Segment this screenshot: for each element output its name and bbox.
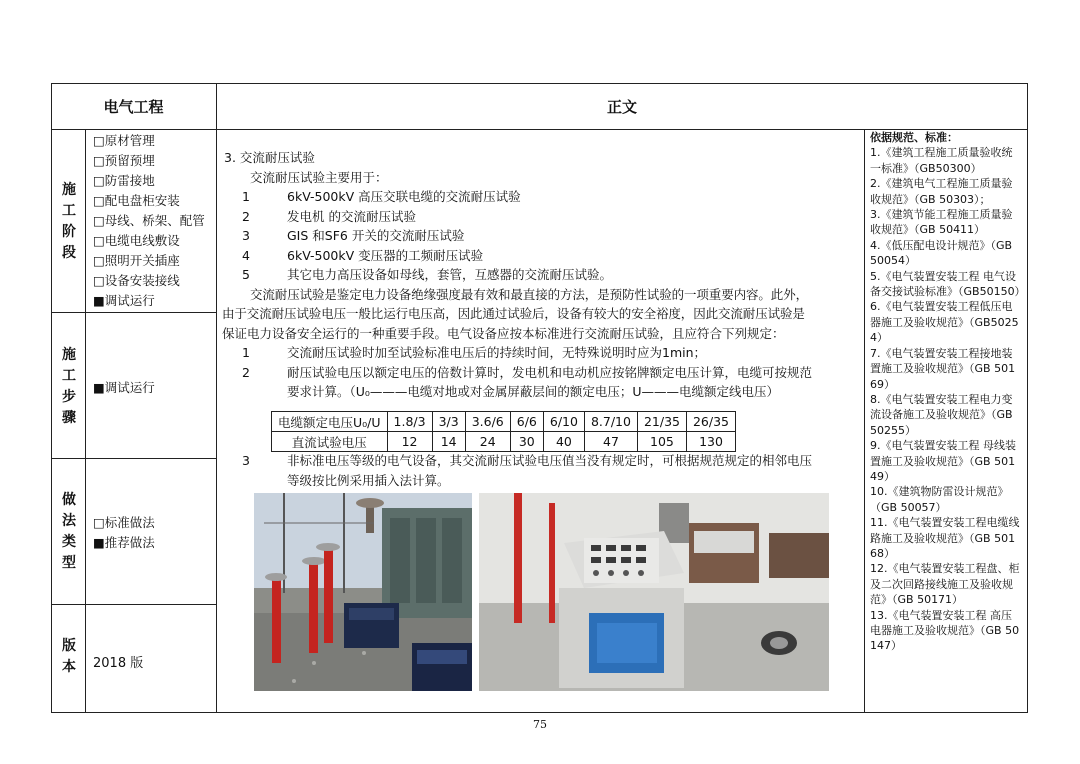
checklist-item: □照明开关插座 bbox=[93, 253, 180, 268]
checklist-item: □电缆电线敷设 bbox=[93, 233, 180, 248]
method-type-checklist bbox=[93, 513, 155, 553]
reference-item: 3.《建筑节能工程施工质量验收规范》（GB 50411） bbox=[870, 208, 1013, 237]
use-text: GIS 和SF6 开关的交流耐压试验 bbox=[287, 228, 465, 243]
table-cell: 47 bbox=[584, 432, 637, 452]
table-row bbox=[272, 412, 736, 432]
rule-item bbox=[222, 343, 862, 363]
reference-column-divider bbox=[864, 129, 865, 713]
reference-item: 6.《电气装置安装工程低压电器施工及验收规范》（GB50254） bbox=[870, 300, 1019, 345]
reference-item: 9.《电气装置安装工程 母线装置施工及验收规范》（GB 50149） bbox=[870, 439, 1016, 483]
table-cell: 26/35 bbox=[686, 412, 735, 432]
stage-char: 施 bbox=[62, 182, 76, 198]
table-header-cell: 电缆额定电压U₀/U bbox=[272, 412, 388, 432]
construction-step-item: ■调试运行 bbox=[93, 380, 155, 395]
checklist-item: □防雷接地 bbox=[93, 173, 155, 188]
reference-item: 11.《电气装置安装工程电缆线路施工及验收规范》（GB 50168） bbox=[870, 516, 1020, 560]
section-title: 3. 交流耐压试验 bbox=[224, 150, 315, 165]
checklist-item: □设备安装接线 bbox=[93, 273, 180, 288]
table-cell: 6/6 bbox=[510, 412, 543, 432]
paragraph-line: 由于交流耐压试验电压一般比运行电压高，因此通过试验后，设备有较大的安全裕度，因此交流耐压试验是 bbox=[222, 306, 805, 321]
use-text: 6kV-500kV 变压器的工频耐压试验 bbox=[287, 247, 484, 263]
table-row bbox=[272, 432, 736, 452]
use-text: 发电机 的交流耐压试验 bbox=[287, 208, 416, 224]
row-divider-1 bbox=[51, 312, 216, 313]
use-number: 5 bbox=[242, 267, 250, 282]
stage-char: 本 bbox=[62, 659, 76, 675]
checklist-item: ■调试运行 bbox=[93, 293, 155, 308]
main-header-title: 正文 bbox=[606, 98, 637, 116]
table-cell: 3.6/6 bbox=[465, 412, 510, 432]
stage-label-method-type bbox=[51, 490, 87, 574]
use-item bbox=[222, 265, 862, 285]
outdoor-test-photo-image bbox=[254, 493, 472, 691]
version-value: 2018 版 bbox=[93, 656, 144, 671]
table-cell: 6/10 bbox=[543, 412, 584, 432]
stage-char: 步 bbox=[62, 389, 76, 405]
checklist-item: □原材管理 bbox=[93, 133, 155, 148]
main-content bbox=[222, 148, 862, 402]
table-cell: 105 bbox=[637, 432, 686, 452]
table-cell: 1.8/3 bbox=[387, 412, 432, 432]
reference-item: 2.《建筑电气工程施工质量验收规范》（GB 50303）； bbox=[870, 177, 1013, 206]
reference-item: 8.《电气装置安装工程电力变流设备施工及验收规范》（GB 50255） bbox=[870, 392, 1013, 437]
rule-continuation: 等级按比例采用插入法计算。 bbox=[287, 472, 450, 488]
rule-number: 3 bbox=[242, 453, 250, 468]
use-text: 6kV-500kV 高压交联电缆的交流耐压试验 bbox=[287, 189, 521, 204]
rule-text: 交流耐压试验时加至试验标准电压后的持续时间，无特殊说明时应为1min； bbox=[287, 345, 707, 360]
reference-item: 12.《电气装置安装工程盘、柜及二次回路接线施工及验收规范》（GB 50171） bbox=[870, 562, 1020, 607]
stage-char: 骤 bbox=[62, 410, 76, 426]
left-column-divider bbox=[216, 83, 217, 713]
use-number: 3 bbox=[242, 228, 250, 243]
rule-number: 1 bbox=[242, 345, 250, 360]
paragraph-line: 交流耐压试验是鉴定电力设备绝缘强度最有效和最直接的方法，是预防性试验的一项重要内容。此外， bbox=[250, 286, 809, 302]
reference-item: 1.《建筑工程施工质量验收统一标准》（GB50300） bbox=[870, 146, 1013, 175]
reference-item: 7.《电气装置安装工程接地装置施工及验收规范》（GB 50169） bbox=[870, 346, 1016, 391]
references-list bbox=[870, 130, 1026, 654]
photo-outdoor-substation-test bbox=[254, 493, 472, 691]
stage-char: 施 bbox=[62, 347, 76, 363]
use-number: 2 bbox=[242, 208, 250, 224]
checklist-item: □配电盘柜安装 bbox=[93, 193, 180, 208]
use-text: 其它电力高压设备如母线，套管，互感器的交流耐压试验。 bbox=[287, 267, 613, 282]
use-item bbox=[222, 207, 862, 227]
page-number: 75 bbox=[533, 718, 547, 731]
stage-char: 做 bbox=[62, 492, 76, 508]
rule-3-block bbox=[222, 451, 862, 490]
table-cell: 30 bbox=[510, 432, 543, 452]
stage-label-construction-phase bbox=[51, 180, 87, 264]
checklist-item: ■推荐做法 bbox=[93, 535, 155, 550]
table-cell: 21/35 bbox=[637, 412, 686, 432]
voltage-table bbox=[271, 411, 736, 452]
photo-indoor-test-console bbox=[479, 493, 829, 691]
table-cell: 24 bbox=[465, 432, 510, 452]
stage-char: 法 bbox=[62, 513, 76, 529]
rule-text: 非标准电压等级的电气设备，其交流耐压试验电压值当没有规定时，可根据规范规定的相邻电压 bbox=[287, 453, 813, 468]
stage-char: 阶 bbox=[62, 224, 76, 240]
use-number: 4 bbox=[242, 247, 250, 263]
stage-char: 工 bbox=[62, 203, 76, 219]
rule-number: 2 bbox=[242, 364, 250, 380]
reference-item: 10.《建筑物防雷设计规范》（GB 50057） bbox=[870, 485, 1009, 514]
stage-label-construction-steps bbox=[51, 345, 87, 429]
indoor-test-photo-image bbox=[479, 493, 829, 691]
rule-continuation: 要求计算。（U₀———电缆对地或对金属屏蔽层间的额定电压；U———电缆额定线电压） bbox=[287, 384, 780, 399]
use-item bbox=[222, 246, 862, 266]
references-title: 依据规范、标准： bbox=[870, 131, 958, 144]
row-divider-2 bbox=[51, 458, 216, 459]
table-header-cell: 直流试验电压 bbox=[272, 432, 388, 452]
rule-text: 耐压试验电压以额定电压的倍数计算时，发电机和电动机应按铭牌额定电压计算，电缆可按规范 bbox=[287, 364, 813, 380]
checklist-item: □母线、桥架、配管 bbox=[93, 213, 205, 228]
stage-char: 版 bbox=[62, 638, 76, 654]
checklist-item: □预留预埋 bbox=[93, 153, 155, 168]
construction-phase-checklist bbox=[93, 131, 205, 311]
intro-text: 交流耐压试验主要用于： bbox=[250, 169, 388, 185]
row-divider-3 bbox=[51, 604, 216, 605]
rule-item bbox=[222, 363, 862, 383]
table-cell: 40 bbox=[543, 432, 584, 452]
checklist-item: □标准做法 bbox=[93, 515, 155, 530]
table-cell: 14 bbox=[432, 432, 465, 452]
paragraph-line: 保证电力设备安全运行的一种重要手段。电气设备应按本标准进行交流耐压试验，且应符合下列规定： bbox=[222, 325, 785, 341]
left-header-title: 电气工程 bbox=[103, 98, 164, 116]
use-item bbox=[222, 187, 862, 207]
stage-char: 型 bbox=[62, 555, 76, 571]
stage-char: 类 bbox=[62, 534, 76, 550]
reference-item: 5.《电气装置安装工程 电气设备交接试验标准》（GB50150） bbox=[870, 269, 1026, 299]
table-cell: 3/3 bbox=[432, 412, 465, 432]
stage-char: 工 bbox=[62, 368, 76, 384]
table-cell: 8.7/10 bbox=[584, 412, 637, 432]
stage-char: 段 bbox=[62, 245, 76, 261]
table-cell: 12 bbox=[387, 432, 432, 452]
rule-item bbox=[222, 451, 862, 471]
use-item bbox=[222, 226, 862, 246]
table-cell: 130 bbox=[686, 432, 735, 452]
use-number: 1 bbox=[242, 189, 250, 204]
stage-label-version bbox=[51, 636, 87, 678]
reference-item: 13.《电气装置安装工程 高压电器施工及验收规范》（GB 50147） bbox=[870, 608, 1020, 653]
reference-item: 4.《低压配电设计规范》（GB 50054） bbox=[870, 238, 1013, 268]
